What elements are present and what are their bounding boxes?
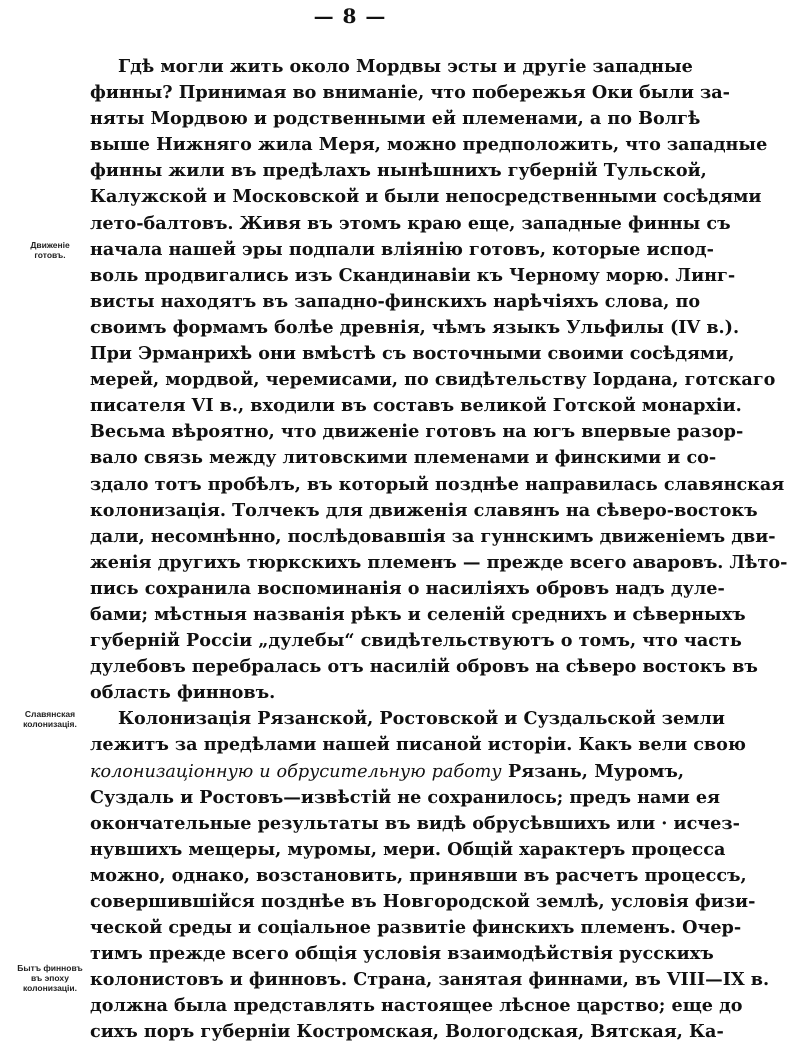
text-line: Суздаль и Ростовъ—извѣстій не сохранилось; предъ нами ея <box>90 786 721 808</box>
text-line: няты Мордвою и родственными ей племенами, а по Волгѣ <box>90 108 701 130</box>
text-line: совершившійся позднѣе въ Новгородской землѣ, условія физи- <box>90 891 756 912</box>
margin-note-line: готовъ. <box>34 250 66 260</box>
text-line: воль продвигались изъ Скандинавіи къ Черному морю. Линг- <box>90 264 736 286</box>
text-line: выше Нижняго жила Меря, можно предположить, что западные <box>90 134 768 156</box>
text-line: своимъ формамъ болѣе древнія, чѣмъ языкъ Ульфилы (IV в.). <box>90 316 740 338</box>
text-line: должна была представлять настоящее лѣсное царство; еще до <box>90 995 743 1017</box>
margin-note-line: Движеніе <box>30 240 70 250</box>
text-line: нувшихъ мещеры, муромы, мери. Общій характеръ процесса <box>90 838 726 860</box>
text-line: колонизація. Толчекъ для движенія славянъ на сѣверо-востокъ <box>90 499 758 521</box>
margin-note-line: Бытъ финновъ <box>17 963 83 973</box>
body-text <box>90 54 787 1046</box>
text-line: висты находятъ въ западно-финскихъ нарѣчіяхъ слова, по <box>90 290 701 312</box>
text-line: мерей, мордвой, черемисами, по свидѣтельству Іордана, готскаго <box>90 369 776 391</box>
text-line: губерній Россіи „дулебы“ свидѣтельствуютъ о томъ, что часть <box>90 630 742 652</box>
text-line: дулебовъ перебралась отъ насилій обровъ на сѣверо востокъ въ <box>90 656 758 678</box>
text-line: При Эрманрихѣ они вмѣстѣ съ восточными своими сосѣдями, <box>90 343 735 365</box>
text-line: писателя VI в., входили въ составъ великой Готской монархіи. <box>90 395 742 417</box>
margin-note-goths <box>16 240 84 260</box>
text-line: ческой среды и соціальное развитіе финскихъ племенъ. Очер- <box>90 917 742 939</box>
margin-note-line: Славянская <box>24 709 76 719</box>
text-line: Гдѣ могли жить около Мордвы эсты и другіе западные <box>118 56 693 77</box>
text-line: вало связь между литовскими племенами и финскими и со- <box>90 447 717 469</box>
text-line: лежитъ за предѣлами нашей писаной исторіи. Какъ вели свою <box>90 734 746 756</box>
text-line: финны? Принимая во вниманіе, что побережья Оки были за- <box>90 82 730 104</box>
text-line: Колонизація Рязанской, Ростовской и Суздальской земли <box>118 708 725 730</box>
page-number: — 8 — <box>313 4 387 28</box>
text-line: начала нашей эры подпали вліянію готовъ, которые испод- <box>90 238 714 260</box>
text-line: сихъ поръ губерніи Костромская, Вологодская, Вятская, Ка- <box>90 1021 724 1043</box>
text-line: пись сохранила воспоминанія о насиліяхъ обровъ надъ дуле- <box>90 577 725 599</box>
text-line: можно, однако, возстановить, принявши въ расчетъ процессъ, <box>90 864 747 886</box>
text-line: область финновъ. <box>90 682 276 704</box>
margin-note-line: колонизація. <box>23 719 77 729</box>
text-line: здало тотъ пробѣлъ, въ который позднѣе направилась славянская <box>90 473 785 495</box>
margin-note-line: въ эпоху <box>31 973 69 983</box>
text-line-with-italic <box>90 759 684 785</box>
text-line: Весьма вѣроятно, что движеніе готовъ на югъ впервые разор- <box>90 421 744 443</box>
text-line: колонистовъ и финновъ. Страна, занятая финнами, въ VIII—IX в. <box>90 969 770 991</box>
text-line: женія другихъ тюркскихъ племенъ — прежде всего аваровъ. Лѣто- <box>90 551 787 573</box>
text-segment: Рязань, Муромъ, <box>501 760 684 782</box>
text-line: тимъ прежде всего общія условія взаимодѣйствія русскихъ <box>90 943 714 965</box>
margin-note-slavic-colonization <box>16 709 84 729</box>
text-line: финны жили въ предѣлахъ нынѣшнихъ губерній Тульской, <box>90 160 707 182</box>
text-line: Калужской и Московской и были непосредственными сосѣдями <box>90 186 762 208</box>
italic-phrase: колонизаціонную и обрусительную работу <box>90 761 502 782</box>
text-line: окончательные результаты въ видѣ обрусѣвшихъ или · исчез- <box>90 812 740 834</box>
text-line: лето-балтовъ. Живя въ этомъ краю еще, западные финны съ <box>90 212 731 234</box>
text-line: бами; мѣстныя названія рѣкъ и селеній среднихъ и сѣверныхъ <box>90 603 746 625</box>
text-line: дали, несомнѣнно, послѣдовавшія за гуннскимъ движеніемъ дви- <box>90 525 776 547</box>
margin-note-line: колонизаціи. <box>23 983 77 993</box>
margin-note-finnish-life <box>16 963 84 993</box>
